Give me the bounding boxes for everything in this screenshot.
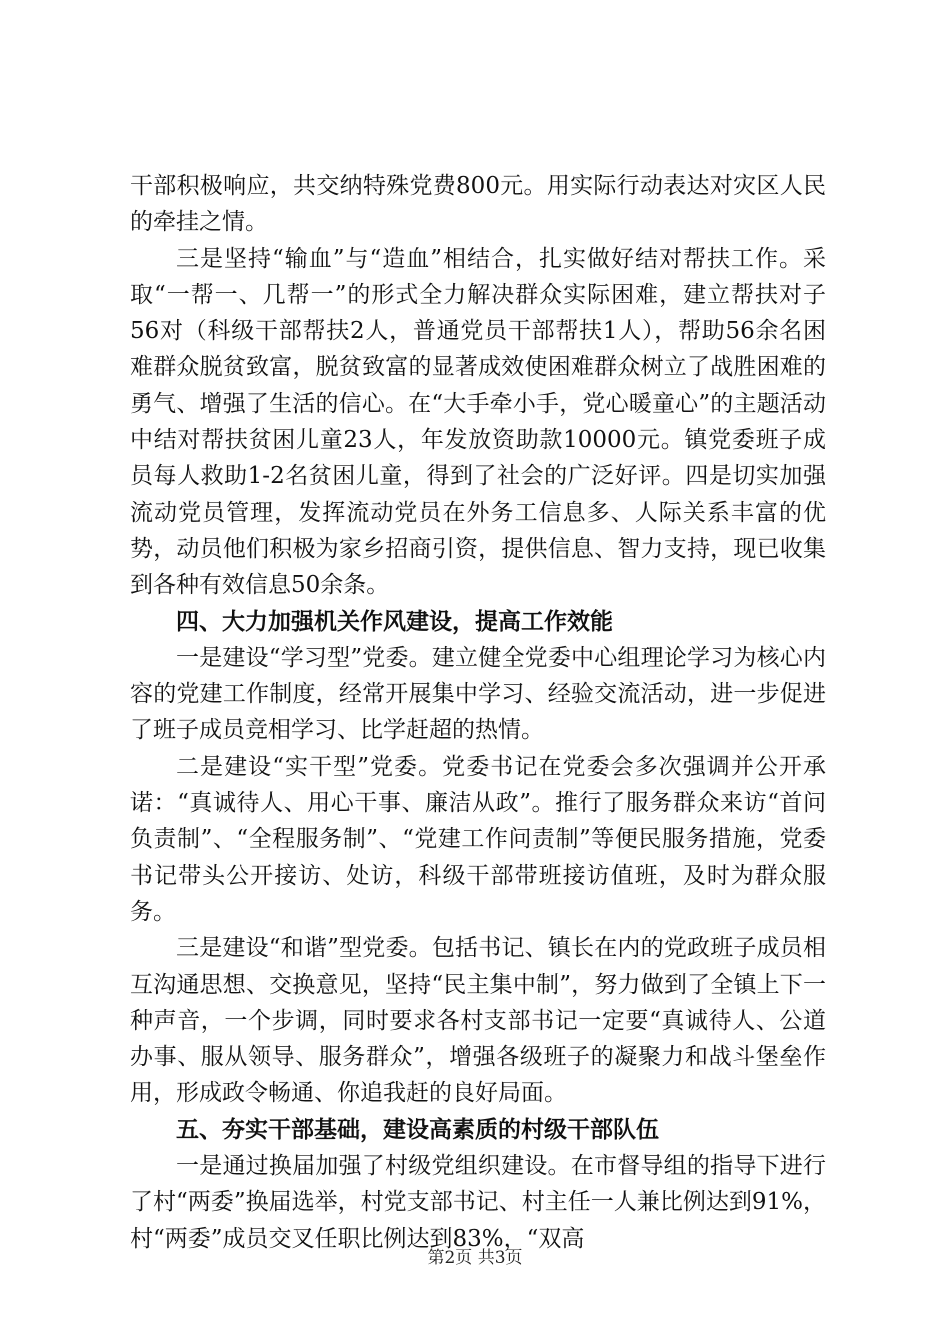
paragraph-5: 三是建设“和谐”型党委。包括书记、镇长在内的党政班子成员相互沟通思想、交换意见，坚持“民主集中制”，努力做到了全镇上下一种声音，一个步调，同时要求各村支部书记一定要“真诚待人、公道办事、服从领导、服务群众”，增强各级班子的凝聚力和战斗堡垒作用，形成政令畅通、你追我赶的良好局面。 [130,935,826,1107]
document-body [130,168,826,1257]
page-footer: 第2页 共3页 [427,1248,523,1268]
paragraph-1: 干部积极响应，共交纳特殊党费800元。用实际行动表达对灾区人民的牵挂之情。 [130,173,826,236]
section-heading-4: 四、大力加强机关作风建设，提高工作效能 [176,608,613,635]
paragraph-3: 一是建设“学习型”党委。建立健全党委中心组理论学习为核心内容的党建工作制度，经常开展集中学习、经验交流活动，进一步促进了班子成员竞相学习、比学赶超的热情。 [130,644,826,744]
section-heading-5: 五、夯实干部基础，建设高素质的村级干部队伍 [176,1116,659,1143]
paragraph-4: 二是建设“实干型”党委。党委书记在党委会多次强调并公开承诺：“真诚待人、用心干事、廉洁从政”。推行了服务群众来访“首问负责制”、“全程服务制”、“党建工作问责制”等便民服务措施，党委书记带头公开接访、处访，科级干部带班接访值班，及时为群众服务。 [130,753,826,925]
paragraph-2: 三是坚持“输血”与“造血”相结合，扎实做好结对帮扶工作。采取“一帮一、几帮一”的形式全力解决群众实际困难，建立帮扶对子56对（科级干部帮扶2人，普通党员干部帮扶1人），帮助56余名困难群众脱贫致富，脱贫致富的显著成效使困难群众树立了战胜困难的勇气、增强了生活的信心。在“大手牵小手，党心暖童心”的主题活动中结对帮扶贫困儿童23人，年发放资助款10000元。镇党委班子成员每人救助1-2名贫困儿童，得到了社会的广泛好评。四是切实加强流动党员管理，发挥流动党员在外务工信息多、人际关系丰富的优势，动员他们积极为家乡招商引资，提供信息、智力支持，现已收集到各种有效信息50余条。 [130,245,826,599]
paragraph-6: 一是通过换届加强了村级党组织建设。在市督导组的指导下进行了村“两委”换届选举，村党支部书记、村主任一人兼比例达到91%，村“两委”成员交叉任职比例达到83%，“双高 [130,1153,826,1252]
